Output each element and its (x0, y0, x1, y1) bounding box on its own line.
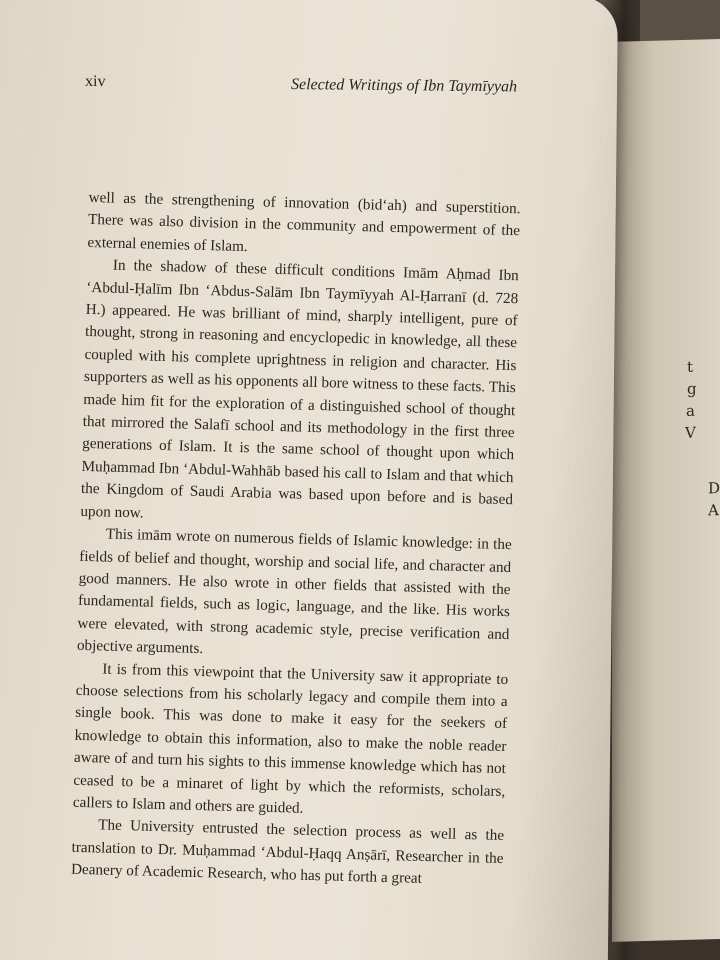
paragraph: This imām wrote on numerous fields of Islamic knowledge: in the fields of belief and thought, worship and social life, and character and good manners. He also wrote in other fields that assisted with the fundamental fields, such as logic, language, and the like. His works were elevated, with strong academic style, precise verification and objective arguments. (76, 525, 512, 658)
facing-page-letter: a (686, 401, 695, 420)
paragraph: The University entrusted the selection process as well as the translation to Dr. Muḥammad ‘Abdul-Ḥaqq Anṣārī, Researcher in the Deanery of Academic Research, who has put forth a great (70, 816, 505, 888)
facing-page-letter: g (687, 379, 697, 398)
facing-page-letter: A (708, 501, 719, 520)
body-text (71, 187, 521, 893)
facing-page-letter: t (687, 357, 694, 376)
facing-page (612, 38, 720, 942)
paragraph: In the shadow of these difficult conditions Imām Aḥmad Ibn ‘Abdul-Ḥalīm Ibn ‘Abdus-Salām Ibn Taymīyyah Al-Ḥarranī (d. 728 H.) appeared. He was brilliant of mind, sharply intelligent, pure of thought, strong in reasoning and encyclopedic in knowledge, all these coupled with his complete uprightness in religion and character. His supporters as well as his opponents all bore witness to these facts. This made him fit for the exploration of a distinguished school of thought that mirrored the Salafī school and its methodology in the first three generations of Islam. It is the same school of thought upon which Muḥammad Ibn ‘Abdul-Wahhāb based his call to Islam and that which the Kingdom of Saudi Arabia was based upon before and is based upon now. (80, 256, 519, 522)
facing-page-letter: V (685, 423, 696, 442)
running-title: Selected Writings of Ibn Taymīyyah (290, 76, 518, 96)
paragraph: well as the strengthening of innovation (bid‘ah) and superstition. There was also division in the community and empowerment of the external enemies of Islam. (87, 188, 521, 255)
page-number: xiv (84, 72, 106, 91)
facing-page-letter: D (708, 479, 720, 498)
paragraph: It is from this viewpoint that the University saw it appropriate to choose selections from his scholarly legacy and compile them into a single book. This was done to make it easy for the seekers of knowledge to obtain this information, also to make the noble reader aware of and turn his sights to this immense knowledge which has not ceased to be a minaret of light by which the reformists, scholars, callers to Islam and others are guided. (72, 659, 509, 817)
